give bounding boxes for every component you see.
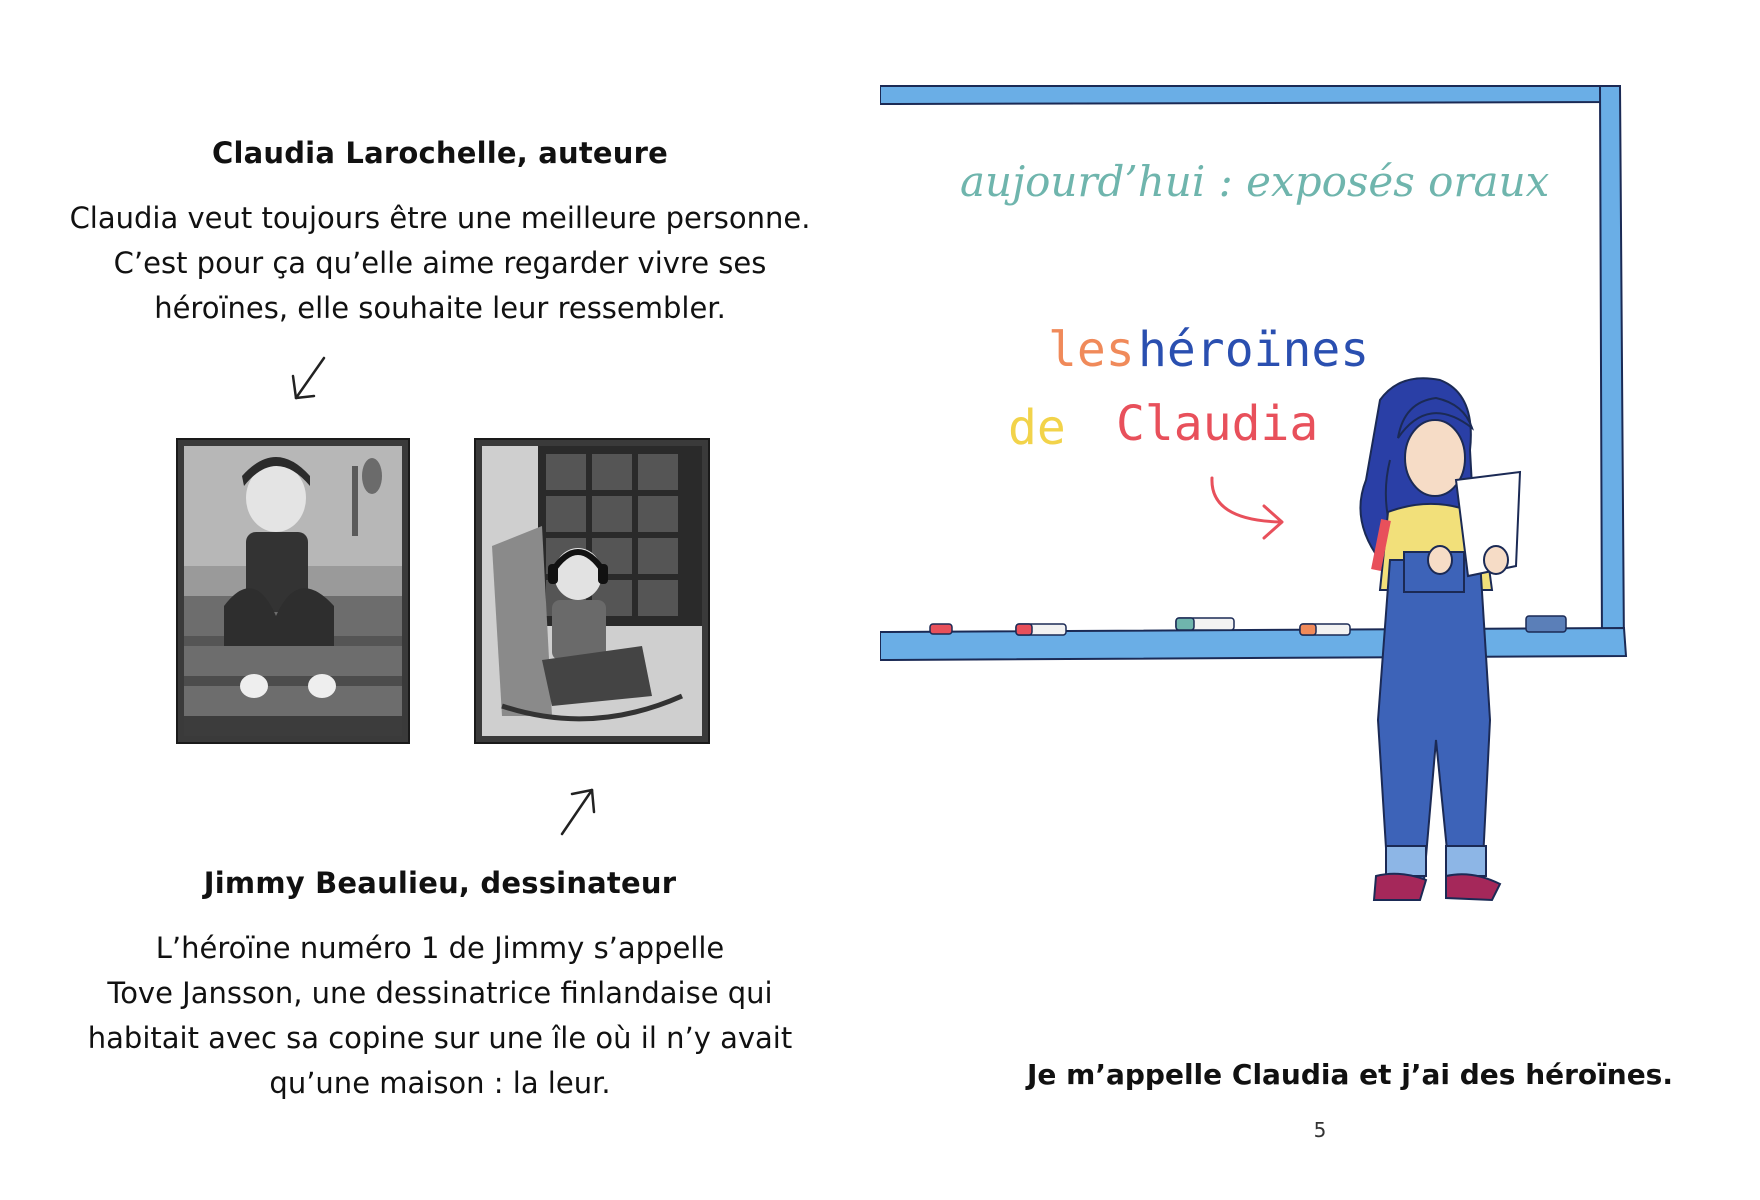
board-word-de: de [1008,400,1066,456]
page-number: 5 [1313,1118,1327,1142]
arrow-down-left-icon [288,354,332,406]
red-arrow-icon [1212,478,1282,538]
whiteboard-illustration [880,0,1760,1000]
board-ledge [880,628,1626,660]
author-photo-image [184,446,402,736]
author-name: Claudia Larochelle, auteure [211,136,668,170]
board-word-heroines: héroïnes [1138,322,1370,378]
author-childhood-photo [176,438,410,744]
author-bio: Claudia veut toujours être une meilleure personne. C’est pour ça qu’elle aime regarder vivre ses héroïnes, elle souhaite leur ressembler. [69,201,811,325]
illustrator-photo-image [482,446,702,736]
illustrator-name: Jimmy Beaulieu, dessinateur [203,866,677,900]
board-word-les: les [1048,322,1135,378]
board-word-claudia: Claudia [1116,396,1319,452]
illustrator-bio: L’héroïne numéro 1 de Jimmy s’appelle Tove Jansson, une dessinatrice finlandaise qui habitait avec sa copine sur une île où il n’y avait qu’une maison : la leur. [87,931,793,1100]
arrow-up-right-icon [556,784,600,840]
board-top-frame [880,86,1620,104]
board-right-frame [1600,86,1624,650]
caption: Je m’appelle Claudia et j’ai des héroïnes. [1027,1058,1673,1091]
right-page [880,0,1760,1200]
board-headline: aujourd’hui : exposés oraux [960,157,1550,206]
illustrator-childhood-photo [474,438,710,744]
